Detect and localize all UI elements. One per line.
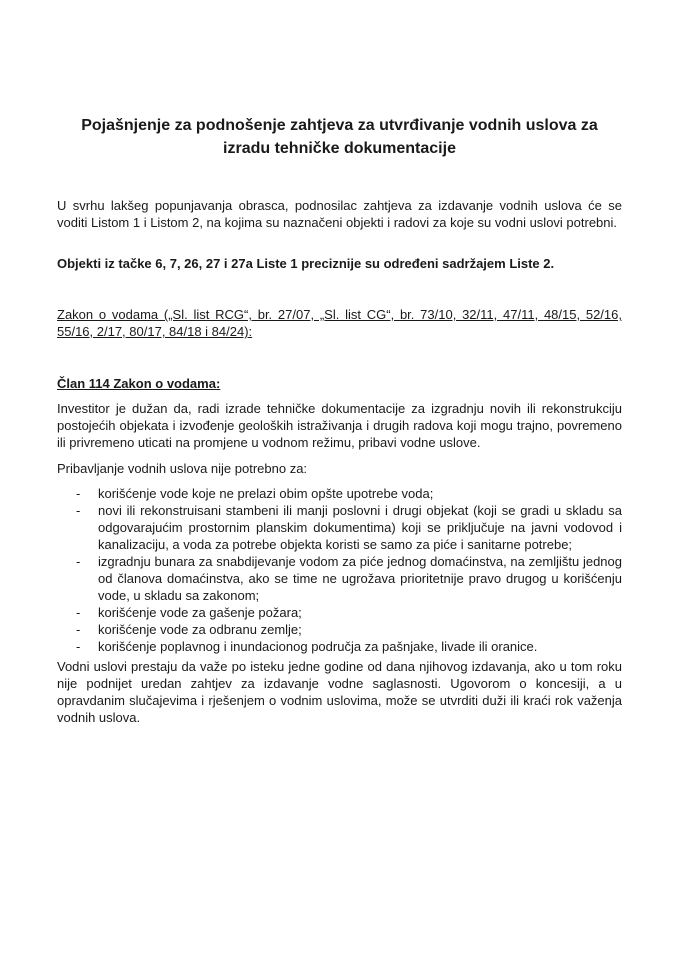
- exemption-item: [57, 502, 622, 553]
- list-dash: -: [76, 486, 81, 501]
- exemption-item: [57, 485, 622, 502]
- list-dash: -: [76, 503, 81, 518]
- exemption-list: [57, 485, 622, 655]
- exemption-text: korišćenje vode za gašenje požara;: [98, 605, 302, 620]
- exemption-text: novi ili rekonstruisani stambeni ili manji poslovni i drugi objekat (koji se gradi u skladu sa odgovarajućim prostornim planskim dokumentima) koji se priključuje na javni vodovod i kanalizaciju, a voda za potrebe objekta koristi se samo za piće i sanitarne potrebe;: [98, 503, 622, 552]
- list-dash: -: [76, 622, 81, 637]
- exemption-item: [57, 553, 622, 604]
- exemption-text: korišćenje vode za odbranu zemlje;: [98, 622, 302, 637]
- exemption-item: [57, 604, 622, 621]
- exemption-item: [57, 638, 622, 655]
- closing-paragraph: Vodni uslovi prestaju da važe po isteku jedne godine od dana njihovog izdavanja, ako u tom roku nije podnijet uredan zahtjev za izdavanje vodne saglasnosti. Ugovorom o koncesiji, a u opravdanim slučajevima i rješenjem o vodnim uslovima, može se utvrditi duži ili kraći rok važenja vodnih uslova.: [57, 659, 622, 725]
- section-heading: Član 114 Zakon o vodama:: [57, 376, 221, 391]
- list-dash: -: [76, 639, 81, 654]
- law-reference: Zakon o vodama („Sl. list RCG“, br. 27/07, „Sl. list CG“, br. 73/10, 32/11, 47/11, 48/15, 52/16, 55/16, 2/17, 80/17, 84/18 i 84/24):: [57, 307, 622, 339]
- exemption-text: korišćenje vode koje ne prelazi obim opšte upotrebe voda;: [98, 486, 434, 501]
- list-dash: -: [76, 554, 81, 569]
- highlight-paragraph: Objekti iz tačke 6, 7, 26, 27 i 27a Liste 1 preciznije su određeni sadržajem Liste 2.: [57, 256, 555, 271]
- list-dash: -: [76, 605, 81, 620]
- document-title: Pojašnjenje za podnošenje zahtjeva za utvrđivanje vodnih uslova za izradu tehničke dokumentacije: [81, 117, 598, 157]
- exemption-text: korišćenje poplavnog i inundacionog područja za pašnjake, livade ili oranice.: [98, 639, 538, 654]
- intro-paragraph: U svrhu lakšeg popunjavanja obrasca, podnosilac zahtjeva za izdavanje vodnih uslova će se voditi Listom 1 i Listom 2, na kojima su naznačeni objekti i radovi za koje su vodni uslovi potrebni.: [57, 198, 622, 230]
- article-paragraph: Investitor je dužan da, radi izrade tehničke dokumentacije za izgradnju novih ili rekonstrukciju postojećih objekata i izvođenje geoloških istraživanja i drugih radova koji mogu trajno, povremeno ili privremeno uticati na promjene u vodnom režimu, pribavi vodne uslove.: [57, 401, 622, 450]
- exemption-item: [57, 621, 622, 638]
- exemption-text: izgradnju bunara za snabdijevanje vodom za piće jednog domaćinstva, na zemljištu jednog od članova domaćinstva, ako se time ne ugrožava prioritetnije pravo drugog u korišćenju vode, u skladu sa zakonom;: [98, 554, 622, 603]
- list-intro: Pribavljanje vodnih uslova nije potrebno za:: [57, 461, 308, 476]
